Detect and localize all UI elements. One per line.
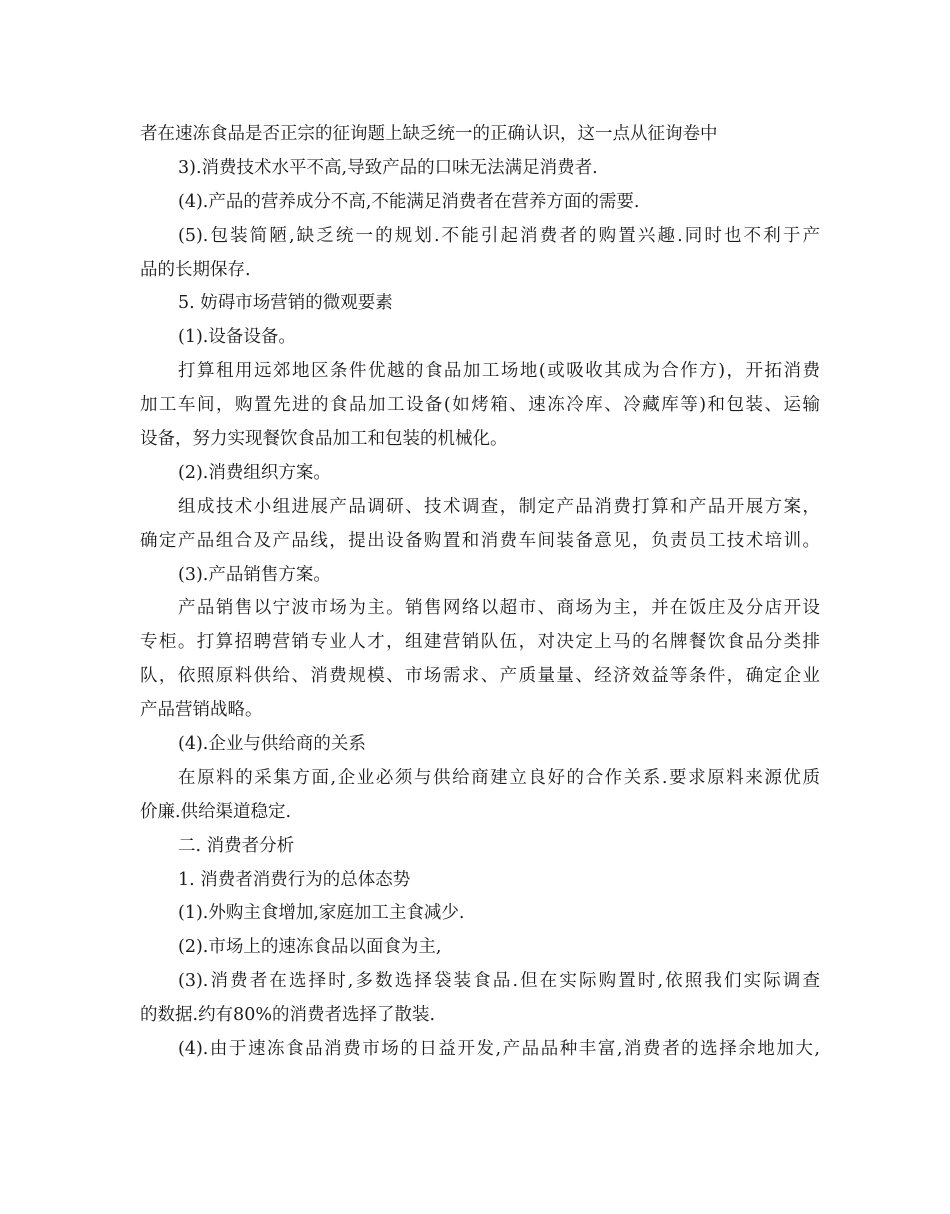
text-line: 专柜。打算招聘营销专业人才，组建营销队伍，对决定上马的名牌餐饮食品分类排 <box>140 632 820 653</box>
text-line: 品的长期保存. <box>140 259 251 280</box>
text-line: 者在速冻食品是否正宗的征询题上缺乏统一的正确认识，这一点从征询卷中 <box>140 124 718 144</box>
text-line: 5. 妨碍市场营销的微观要素 <box>178 293 393 314</box>
text-line: 价廉.供给渠道稳定. <box>140 801 292 822</box>
text-line: 打算租用远郊地区条件优越的食品加工场地(或吸收其成为合作方)，开拓消费 <box>178 361 820 382</box>
text-line: (4).企业与供给商的关系 <box>178 734 366 755</box>
text-line: 的数据.约有80%的消费者选择了散装. <box>140 1005 436 1026</box>
text-line: (3).消费者在选择时,多数选择袋装食品.但在实际购置时,依照我们实际调查 <box>178 971 820 992</box>
text-line: (1).外购主食增加,家庭加工主食减少. <box>178 903 465 924</box>
text-line: (4).由于速冻食品消费市场的日益开发,产品品种丰富,消费者的选择余地加大, <box>178 1039 820 1060</box>
text-line: 确定产品组合及产品线，提出设备购置和消费车间装备意见，负责员工技术培训。 <box>140 530 820 551</box>
text-line: 3).消费技术水平不高,导致产品的口味无法满足消费者. <box>178 157 598 178</box>
text-line: 队，依照原料供给、消费规模、市场需求、产质量量、经济效益等条件，确定企业 <box>140 666 820 687</box>
text-line: (2).消费组织方案。 <box>178 462 331 483</box>
text-line: 在原料的采集方面,企业必须与供给商建立良好的合作关系.要求原料来源优质 <box>178 767 820 788</box>
text-line: (1).设备设备。 <box>178 327 296 348</box>
text-line: 产品营销战略。 <box>140 700 263 721</box>
text-line: (3).产品销售方案。 <box>178 564 331 585</box>
text-line: 组成技术小组进展产品调研、技术调查，制定产品消费打算和产品开展方案， <box>178 496 820 517</box>
text-line: 设备，努力实现餐饮食品加工和包装的机械化。 <box>140 429 508 450</box>
text-line: 产品销售以宁波市场为主。销售网络以超市、商场为主，并在饭庄及分店开设 <box>178 598 820 619</box>
text-line: 加工车间，购置先进的食品加工设备(如烤箱、速冻冷库、冷藏库等)和包装、运输 <box>140 395 820 416</box>
document-body <box>140 118 820 1067</box>
text-line: 1. 消费者消费行为的总体态势 <box>178 869 411 890</box>
text-line: (4).产品的营养成分不高,不能满足消费者在营养方面的需要. <box>178 191 640 212</box>
text-line: 二. 消费者分析 <box>178 835 295 856</box>
text-line: (5).包装简陋,缺乏统一的规划.不能引起消费者的购置兴趣.同时也不利于产 <box>178 225 820 246</box>
text-line: (2).市场上的速冻食品以面食为主, <box>178 937 442 958</box>
